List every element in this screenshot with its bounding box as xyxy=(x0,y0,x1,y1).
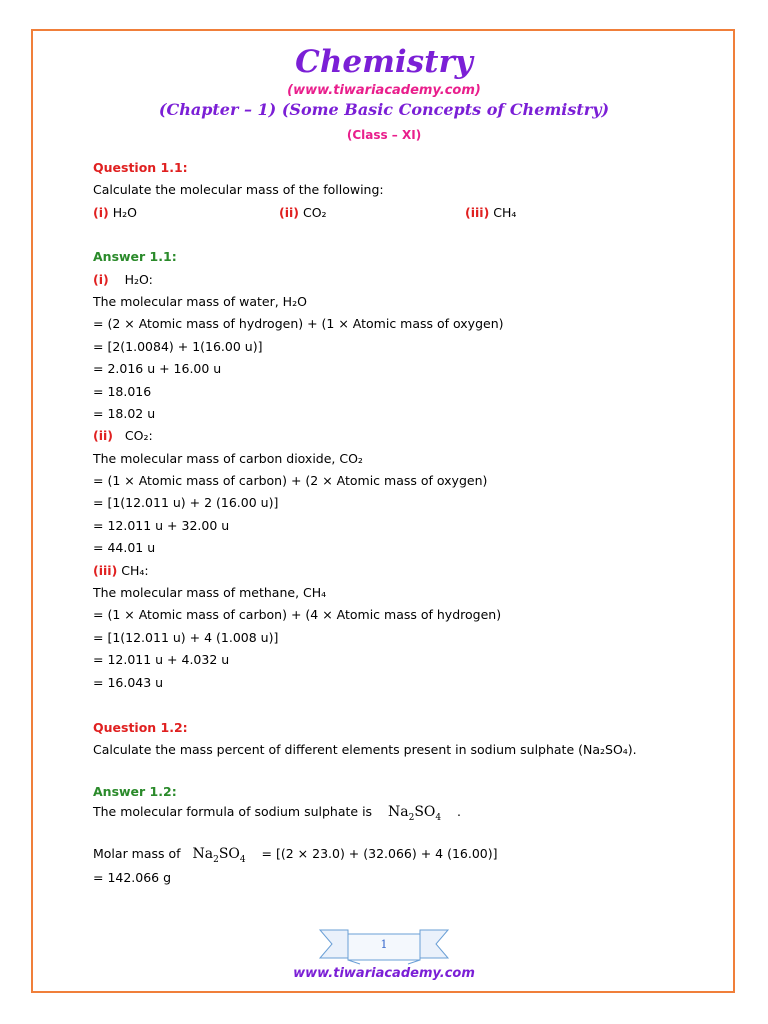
formula-subscript: 4 xyxy=(435,812,442,823)
answer-heading: Answer 1.2: xyxy=(93,784,177,799)
answer-line: = [1(12.011 u) + 4 (1.008 u)] xyxy=(93,630,279,645)
site-link-top[interactable]: (www.tiwariacademy.com) xyxy=(287,83,481,98)
option-label: (iii) xyxy=(465,205,490,220)
option-1 xyxy=(93,205,137,221)
molar-prefix: Molar mass of xyxy=(93,846,181,861)
answer-line: = 2.016 u + 16.00 u xyxy=(93,361,222,376)
part-label: (ii) xyxy=(93,428,113,443)
molar-suffix: = [(2 × 23.0) + (32.066) + 4 (16.00)] xyxy=(261,846,498,861)
formula-subscript: 2 xyxy=(213,854,219,865)
part-heading xyxy=(93,563,149,579)
answer-line: The molecular mass of water, H₂O xyxy=(93,294,307,309)
option-3 xyxy=(465,205,516,221)
answer-line: The molecular mass of methane, CH₄ xyxy=(93,585,327,600)
answer-line: = 18.02 u xyxy=(93,406,156,421)
answer-line: = [2(1.0084) + 1(16.00 u)] xyxy=(93,339,263,354)
part-label: (iii) xyxy=(93,563,118,578)
question-text: Calculate the molecular mass of the following: xyxy=(93,182,384,197)
option-text: CH₄ xyxy=(493,205,517,220)
answer-line: = 44.01 u xyxy=(93,540,156,555)
answer-line: = [1(12.011 u) + 2 (16.00 u)] xyxy=(93,495,279,510)
molar-mass-line xyxy=(93,846,498,868)
question-heading: Question 1.2: xyxy=(93,720,188,735)
formula-end: . xyxy=(457,804,462,819)
formula-intro: The molecular formula of sodium sulphate is xyxy=(93,804,373,819)
answer-line: The molecular mass of carbon dioxide, CO₂ xyxy=(93,451,363,466)
part-title: H₂O: xyxy=(124,272,153,287)
sodium-sulphate-formula xyxy=(192,846,246,865)
option-text: CO₂ xyxy=(302,205,327,220)
part-label: (i) xyxy=(93,272,109,287)
formula-part: SO xyxy=(218,846,240,862)
page-number: 1 xyxy=(380,938,388,951)
part-heading xyxy=(93,272,153,288)
part-title: CH₄: xyxy=(121,563,149,578)
answer-line: = (2 × Atomic mass of hydrogen) + (1 × Atomic mass of oxygen) xyxy=(93,316,504,331)
part-title: CO₂: xyxy=(124,428,153,443)
class-label: (Class – XI) xyxy=(346,128,422,142)
formula-subscript: 2 xyxy=(408,812,415,823)
chapter-heading: (Chapter – 1) (Some Basic Concepts of Chemistry) xyxy=(158,100,610,119)
site-link-bottom[interactable]: www.tiwariacademy.com xyxy=(293,966,475,981)
molar-result: = 142.066 g xyxy=(93,870,172,885)
question-text: Calculate the mass percent of different elements present in sodium sulphate (Na₂SO₄). xyxy=(93,742,637,757)
answer-line: = 18.016 xyxy=(93,384,152,399)
answer-line: = (1 × Atomic mass of carbon) + (4 × Atomic mass of hydrogen) xyxy=(93,607,502,622)
sodium-sulphate-formula xyxy=(387,804,442,823)
option-label: (i) xyxy=(93,205,109,220)
formula-part: Na xyxy=(387,804,409,820)
answer-line: = 16.043 u xyxy=(93,675,164,690)
option-2 xyxy=(279,205,327,221)
answer-line: = 12.011 u + 4.032 u xyxy=(93,652,230,667)
formula-subscript: 4 xyxy=(239,854,246,865)
answer-heading: Answer 1.1: xyxy=(93,249,177,264)
option-label: (ii) xyxy=(279,205,299,220)
part-heading xyxy=(93,428,153,444)
formula-line xyxy=(93,804,461,826)
page-title: Chemistry xyxy=(295,44,473,80)
answer-line: = 12.011 u + 32.00 u xyxy=(93,518,230,533)
formula-part: SO xyxy=(414,804,436,820)
formula-part: Na xyxy=(192,846,214,862)
question-heading: Question 1.1: xyxy=(93,160,188,175)
answer-line: = (1 × Atomic mass of carbon) + (2 × Atomic mass of oxygen) xyxy=(93,473,488,488)
option-text: H₂O xyxy=(112,205,137,220)
